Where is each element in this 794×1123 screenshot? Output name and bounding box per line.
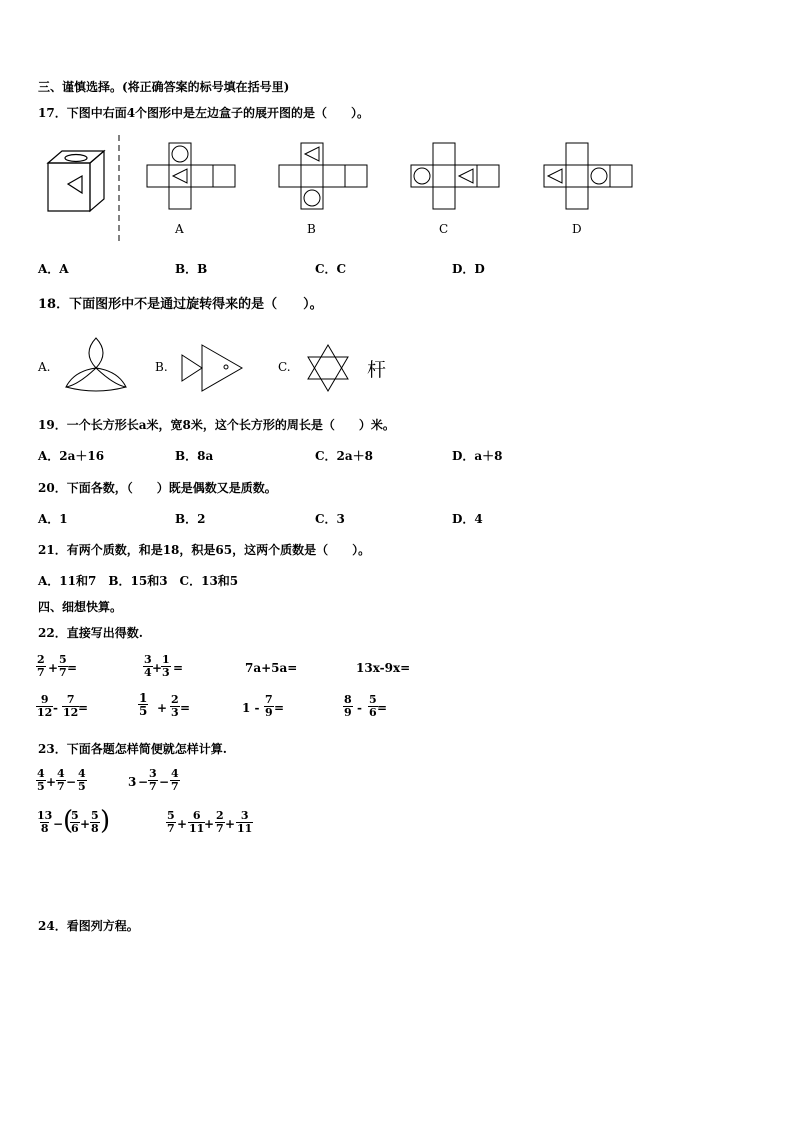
q19-option-c: C．2a＋8 <box>315 449 374 463</box>
q20-option-a: A．1 <box>38 512 68 526</box>
question-22-stem: 22．直接写出得数. <box>38 626 143 640</box>
q23-e4-frac-3: $\frac{2}{7}$ <box>216 809 224 835</box>
q22-f2-eq: = <box>173 661 184 675</box>
q17-option-d: D．D <box>452 262 485 276</box>
q22-f5-eq: = <box>78 701 89 715</box>
q17-option-a: A．A <box>38 262 69 276</box>
q22-f6-frac-b: $\frac{2}{3}$ <box>171 693 179 719</box>
section-title-4: 四、细想快算。 <box>38 600 123 614</box>
q22-f8-op: - <box>357 701 362 715</box>
q22-f7-pre: 1 - <box>242 701 260 715</box>
cube-figure <box>48 151 104 211</box>
q18-stem-text: 18．下面图形中不是通过旋转得来的是（ ）。 <box>38 297 323 312</box>
q23-e4-frac-2: $\frac{6}{11}$ <box>189 809 205 835</box>
q23-e2-frac-2: $\frac{4}{7}$ <box>171 767 179 793</box>
q23-e3-frac-3: $\frac{5}{8}$ <box>91 809 99 835</box>
q21-options: A．11和7 B．15和3 C．13和5 <box>38 574 239 588</box>
q23-e1-op1: + <box>46 775 57 789</box>
q22-f6-eq: = <box>180 701 191 715</box>
net-b <box>279 143 367 209</box>
q22-e4: 13x-9x= <box>356 661 411 675</box>
q18-option-c-letter: C. <box>278 360 291 374</box>
q23-e2-frac-1: $\frac{3}{7}$ <box>149 767 157 793</box>
q23-e1-op2: − <box>66 775 77 789</box>
section-title-3: 三、谨慎选择。(将正确答案的标号填在括号里) <box>38 80 290 94</box>
question-24-stem: 24．看图列方程。 <box>38 919 139 933</box>
q18-figures <box>0 335 794 405</box>
q22-f6-op: + <box>157 701 168 715</box>
figure-label-d: D <box>572 222 582 236</box>
q23-e4-op1: + <box>177 817 188 831</box>
q22-f1-frac-a: $\frac{2}{7}$ <box>37 653 45 679</box>
q22-f5-op: - <box>53 701 58 715</box>
trefoil-figure <box>66 338 126 391</box>
q23-e3-op2: + <box>80 817 91 831</box>
q23-e4-op3: + <box>225 817 236 831</box>
q23-e4-op2: + <box>204 817 215 831</box>
q22-f1-eq: = <box>67 661 78 675</box>
question-17-stem: 17．下图中右面4个图形中是左边盒子的展开图的是（ ）。 <box>38 106 370 120</box>
net-c <box>411 143 499 209</box>
figure-label-c: C <box>439 222 449 236</box>
q23-e1-frac-2: $\frac{4}{7}$ <box>57 767 65 793</box>
question-20-stem: 20．下面各数，（ ）既是偶数又是质数。 <box>38 481 277 495</box>
q17-figures <box>0 135 794 255</box>
q23-e1-frac-3: $\frac{4}{5}$ <box>78 767 86 793</box>
q22-f8-frac-a: $\frac{8}{9}$ <box>344 693 352 719</box>
q17-option-b: B．B <box>175 262 208 276</box>
q23-e3-frac-2: $\frac{5}{6}$ <box>71 809 79 835</box>
net-d <box>544 143 632 209</box>
q18-char-figure: 杆 <box>367 359 387 381</box>
q22-f7-eq: = <box>274 701 285 715</box>
question-21-stem: 21．有两个质数，和是18，积是65，这两个质数是（ ）。 <box>38 543 371 557</box>
q23-e3-frac-1: $\frac{13}{8}$ <box>37 809 53 835</box>
q22-f6-frac-a: $\frac{1}{5}$ <box>139 691 148 718</box>
q20-option-b: B．2 <box>175 512 206 526</box>
q22-f7-frac-b: $\frac{7}{9}$ <box>265 693 273 719</box>
q19-option-b: B．8a <box>175 449 214 463</box>
q22-f8-eq: = <box>377 701 388 715</box>
q22-f2-frac-a: $\frac{3}{4}$ <box>144 653 152 679</box>
q23-e2-op2: − <box>159 775 170 789</box>
q23-e3-paren-open: ( <box>63 806 74 836</box>
q18-option-b-letter: B. <box>155 360 168 374</box>
question-19-stem: 19．一个长方形长a米，宽8米，这个长方形的周长是（ ）米。 <box>38 418 395 432</box>
q22-f2-frac-b: $\frac{1}{3}$ <box>162 653 170 679</box>
q23-e1-frac-1: $\frac{4}{5}$ <box>37 767 45 793</box>
question-23-stem: 23．下面各题怎样简便就怎样计算. <box>38 742 227 756</box>
figure-label-b: B <box>307 222 316 236</box>
q22-f8-frac-b: $\frac{5}{6}$ <box>369 693 377 719</box>
q22-f2-op: + <box>152 661 163 675</box>
question-18-stem <box>38 293 323 312</box>
q23-e2-op1: − <box>138 775 149 789</box>
q19-option-d: D．a＋8 <box>452 449 503 463</box>
q22-f1-op: + <box>48 661 59 675</box>
figure-label-a: A <box>175 222 184 236</box>
q20-option-d: D．4 <box>452 512 483 526</box>
net-a <box>147 143 235 209</box>
q23-e3-paren-close: ) <box>100 806 111 836</box>
q23-e4-frac-1: $\frac{5}{7}$ <box>167 809 175 835</box>
fish-figure <box>182 345 242 391</box>
q22-f1-frac-b: $\frac{5}{7}$ <box>59 653 67 679</box>
q22-e3: 7a+5a= <box>245 661 298 675</box>
q22-f5-frac-b: $\frac{7}{12}$ <box>63 693 79 719</box>
q22-f5-frac-a: $\frac{9}{12}$ <box>37 693 53 719</box>
q19-option-a: A．2a＋16 <box>38 449 105 463</box>
star-figure <box>308 345 348 391</box>
q23-e4-frac-4: $\frac{3}{11}$ <box>237 809 253 835</box>
q17-option-c: C．C <box>315 262 347 276</box>
q18-option-a-letter: A. <box>38 360 51 374</box>
q23-e2-pre: 3 <box>128 775 137 789</box>
q20-option-c: C．3 <box>315 512 345 526</box>
q23-e3-op1: − <box>53 817 64 831</box>
